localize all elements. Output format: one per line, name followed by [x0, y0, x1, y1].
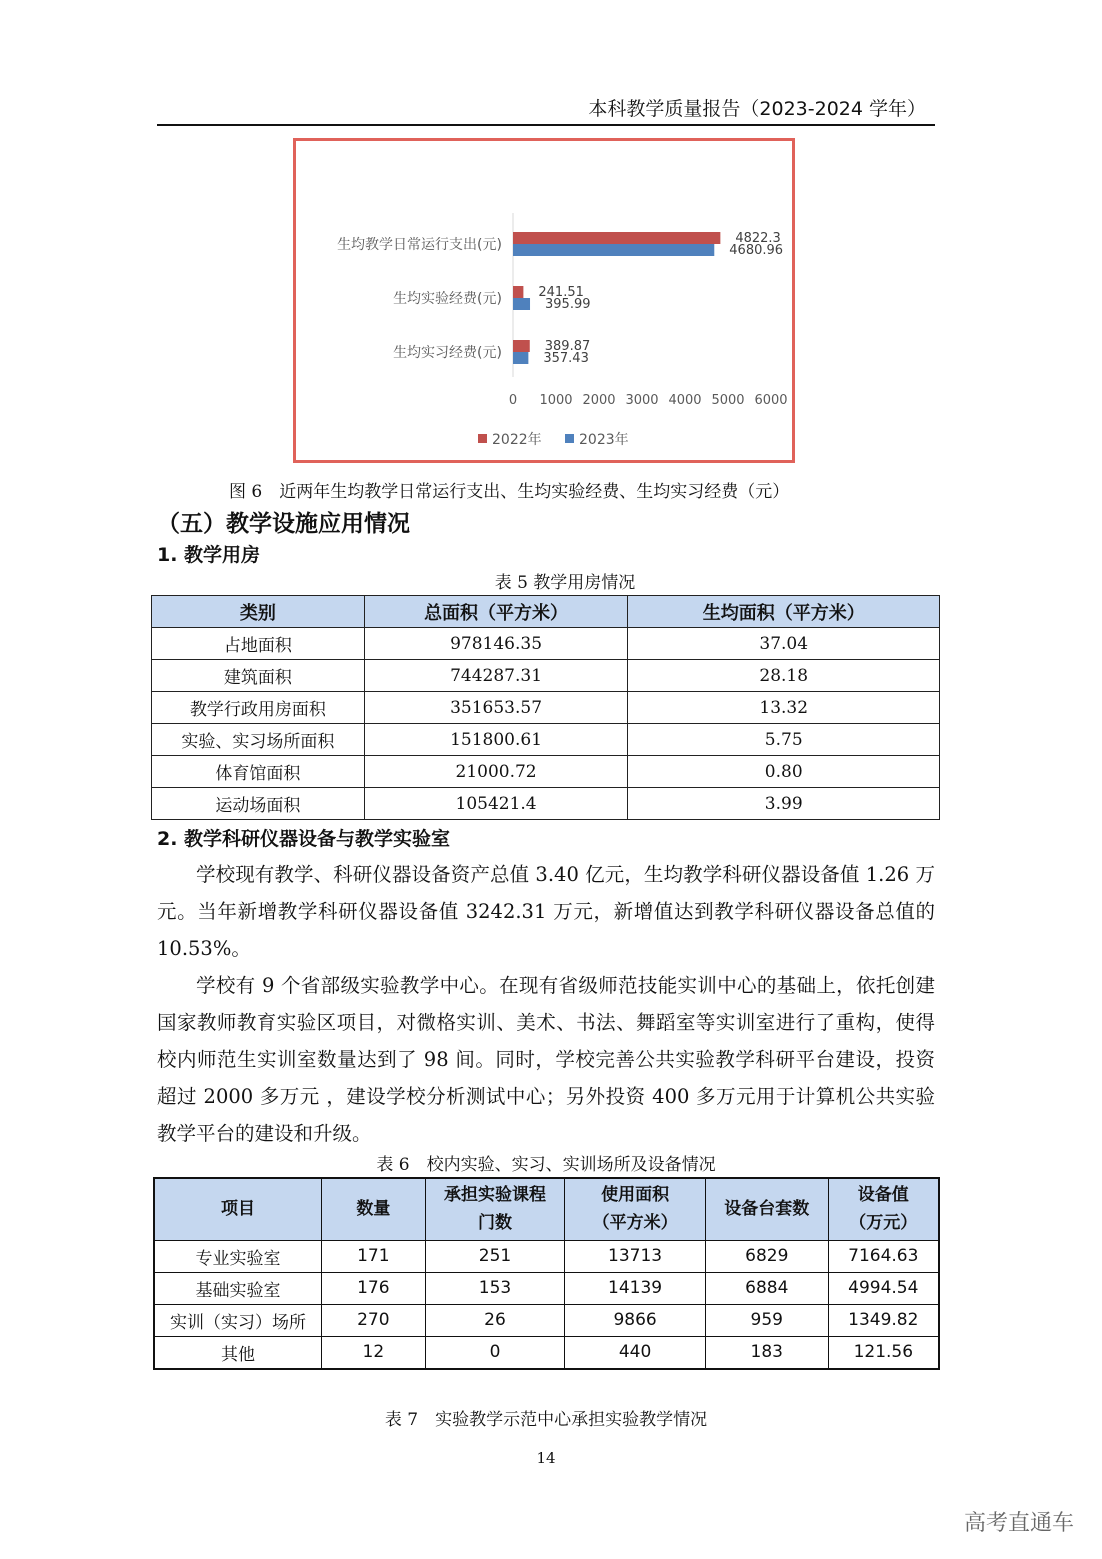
table5-header-cell: 类别: [152, 596, 365, 628]
x-tick-label: 1000: [539, 393, 573, 408]
table-cell: 351653.57: [364, 692, 628, 724]
paragraph: 学校有 9 个省部级实验教学中心。在现有省级师范技能实训中心的基础上，依托创建国家教师教育实验区项目，对微格实训、美术、书法、舞蹈室等实训室进行了重构，使得校内师范生实训室数量达到了 98 间。同时，学校完善公共实验教学科研平台建设，投资超过 2000 多万元 ，建设学校分析测试中心；另外投资 400 多万元用于计算机公共实验教学平台的建设和升级。: [157, 974, 935, 1145]
table-cell: 体育馆面积: [152, 756, 365, 788]
table6-header-cell: [321, 1178, 425, 1240]
bar-2022年: [513, 232, 720, 244]
table7-caption: 表 7 实验教学示范中心承担实验教学情况: [384, 1410, 708, 1430]
data-label: 241.51: [538, 285, 584, 300]
table-cell: 建筑面积: [152, 660, 365, 692]
table-row: [154, 1272, 939, 1304]
table-cell: 28.18: [628, 660, 940, 692]
table-cell: 14139: [565, 1272, 706, 1304]
table-cell: 其他: [154, 1336, 321, 1369]
table6-header-cell: [705, 1178, 828, 1240]
bar-2022年: [513, 286, 523, 298]
table-cell: 270: [321, 1304, 425, 1336]
table-cell: 744287.31: [364, 660, 628, 692]
page-number: 14: [536, 1449, 556, 1467]
table-cell: 13.32: [628, 692, 940, 724]
table-cell: 实验、实习场所面积: [152, 724, 365, 756]
bar-2023年: [513, 298, 530, 310]
table-cell: 9866: [565, 1304, 706, 1336]
table5-header-row: [152, 596, 940, 628]
table-row: [152, 756, 940, 788]
subsection-title-2: 2. 教学科研仪器设备与教学实验室: [157, 828, 451, 850]
table-row: [152, 692, 940, 724]
table5-header-cell: 生均面积（平方米）: [628, 596, 940, 628]
section-title: （五）教学设施应用情况: [157, 511, 410, 537]
table6-header-line: （平方米）: [592, 1213, 678, 1234]
bar-2023年: [513, 352, 528, 364]
subsection-title-1: 1. 教学用房: [157, 544, 261, 566]
table-cell: 7164.63: [828, 1240, 939, 1272]
data-label: 4680.96: [729, 243, 784, 258]
table5-header-cell: 总面积（平方米）: [364, 596, 628, 628]
table-cell: 占地面积: [152, 628, 365, 660]
category-label: 生均实验经费(元): [393, 291, 502, 307]
table-cell: 教学行政用房面积: [152, 692, 365, 724]
table-cell: 13713: [565, 1240, 706, 1272]
bar-2023年: [513, 244, 714, 256]
bar-2022年: [513, 340, 530, 352]
table-cell: 121.56: [828, 1336, 939, 1369]
x-tick-label: 4000: [668, 393, 702, 408]
table-cell: 959: [705, 1304, 828, 1336]
data-label: 4822.3: [735, 231, 781, 246]
table-cell: 6829: [705, 1240, 828, 1272]
table-cell: 37.04: [628, 628, 940, 660]
table6: [153, 1177, 940, 1370]
x-tick-label: 5000: [711, 393, 745, 408]
table-cell: 12: [321, 1336, 425, 1369]
table5-caption: 表 5 教学用房情况: [494, 573, 636, 593]
table6-header-cell: [425, 1178, 565, 1240]
legend-label: 2022年: [492, 432, 542, 448]
table-cell: 105421.4: [364, 788, 628, 820]
table-cell: 运动场面积: [152, 788, 365, 820]
table-row: [154, 1336, 939, 1369]
paragraph: 学校现有教学、科研仪器设备资产总值 3.40 亿元，生均教学科研仪器设备值 1.26 万元。当年新增教学科研仪器设备值 3242.31 万元，新增值达到教学科研仪器设备总值的 10.53%。: [157, 863, 935, 960]
table6-header-line: 承担实验课程: [443, 1185, 546, 1206]
watermark: 高考直通车: [963, 1511, 1074, 1536]
table-cell: 183: [705, 1336, 828, 1369]
table-cell: 专业实验室: [154, 1240, 321, 1272]
table6-caption: 表 6 校内实验、实习、实训场所及设备情况: [376, 1155, 716, 1175]
table-cell: 21000.72: [364, 756, 628, 788]
legend-swatch: [565, 434, 574, 443]
category-label: 生均实习经费(元): [393, 345, 502, 361]
figure-caption: 图 6 近两年生均教学日常运行支出、生均实验经费、生均实习经费（元）: [229, 482, 790, 502]
table-cell: 实训（实习）场所: [154, 1304, 321, 1336]
table-cell: 978146.35: [364, 628, 628, 660]
table-row: [152, 724, 940, 756]
table-row: [152, 660, 940, 692]
table6-header-cell: [154, 1178, 321, 1240]
table-cell: 251: [425, 1240, 565, 1272]
table6-header-line: 使用面积: [601, 1185, 670, 1206]
bar-chart: [296, 141, 792, 460]
table-cell: 3.99: [628, 788, 940, 820]
table6-header-cell: [565, 1178, 706, 1240]
table-cell: 26: [425, 1304, 565, 1336]
table-row: [154, 1304, 939, 1336]
table-row: [154, 1240, 939, 1272]
table6-header-line: 数量: [356, 1199, 391, 1220]
x-tick-label: 3000: [625, 393, 659, 408]
table-cell: 171: [321, 1240, 425, 1272]
header-rule: [157, 124, 935, 126]
table-cell: 153: [425, 1272, 565, 1304]
table5: [151, 595, 940, 820]
table6-header-line: 门数: [477, 1213, 512, 1234]
table6-header-line: 设备台套数: [724, 1199, 810, 1220]
table6-header-line: 项目: [220, 1199, 255, 1220]
table6-header-line: 设备值: [857, 1185, 909, 1206]
table-cell: 440: [565, 1336, 706, 1369]
body-text: [157, 856, 935, 1152]
table-row: [152, 788, 940, 820]
table-cell: 4994.54: [828, 1272, 939, 1304]
table-cell: 6884: [705, 1272, 828, 1304]
table-cell: 基础实验室: [154, 1272, 321, 1304]
data-label: 389.87: [544, 339, 591, 354]
chart-frame: [293, 138, 795, 463]
table-cell: 176: [321, 1272, 425, 1304]
x-tick-label: 2000: [582, 393, 616, 408]
table-cell: 0: [425, 1336, 565, 1369]
category-label: 生均教学日常运行支出(元): [337, 237, 502, 253]
legend-swatch: [478, 434, 487, 443]
x-tick-label: 0: [508, 393, 518, 408]
report-header-title: 本科教学质量报告（2023-2024 学年）: [588, 98, 926, 120]
table-cell: 1349.82: [828, 1304, 939, 1336]
table6-header-cell: [828, 1178, 939, 1240]
data-label: 395.99: [545, 297, 591, 312]
data-label: 357.43: [543, 351, 589, 366]
table-cell: 151800.61: [364, 724, 628, 756]
table6-header-row: [154, 1178, 939, 1240]
legend-label: 2023年: [579, 432, 629, 448]
table6-header-line: （万元）: [849, 1213, 918, 1234]
x-tick-label: 6000: [754, 393, 788, 408]
table-cell: 5.75: [628, 724, 940, 756]
table-cell: 0.80: [628, 756, 940, 788]
table-row: [152, 628, 940, 660]
